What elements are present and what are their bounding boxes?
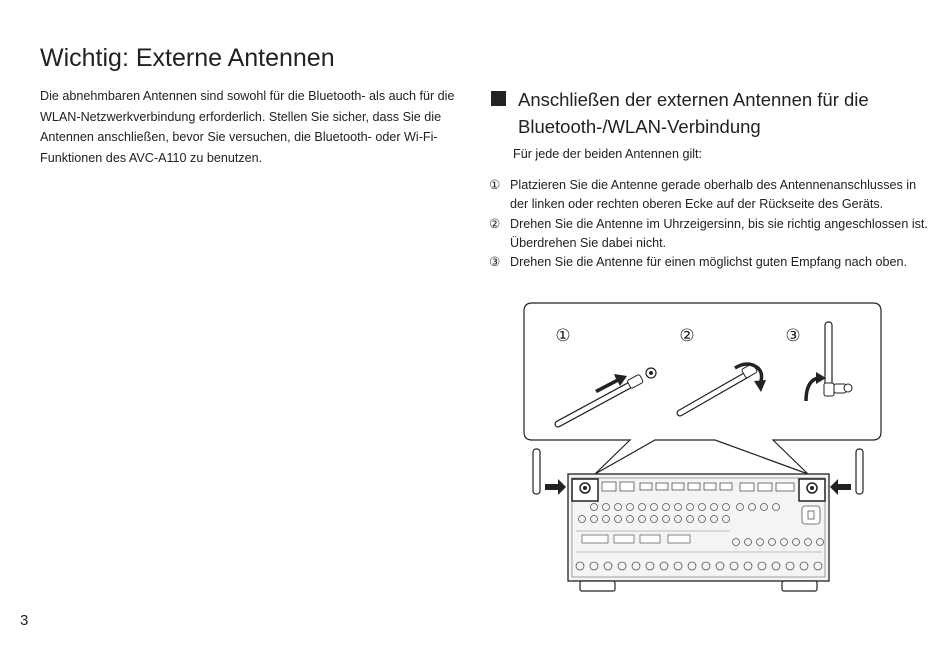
step-text: Platzieren Sie die Antenne gerade oberhalb des Antennenanschlusses in der linken oder rechten oberen Ecke auf der Rückseite des Geräts.: [510, 178, 917, 212]
step-number: ①: [489, 178, 501, 192]
step-number: ③: [489, 255, 501, 270]
right-antenna-icon: [856, 449, 863, 494]
section-heading-line1: Anschließen der externen Antennen für die: [518, 89, 869, 110]
intro-paragraph: Die abnehmbaren Antennen sind sowohl für die Bluetooth- als auch für die WLAN-Netzwerkverbindung erforderlich. Stellen Sie sicher, dass Sie die Antennen anschließen, bevor Sie versuchen, die Bluetooth- oder Wi-Fi-Funktionen des AVC-A110 zu benutzen.: [40, 89, 455, 165]
right-insert-arrow-icon: [830, 479, 851, 495]
step-text: Drehen Sie die Antenne für einen möglichst guten Empfang nach oben.: [510, 255, 907, 270]
section-subheading: Für jede der beiden Antennen gilt:: [513, 147, 703, 161]
illustration-step-label: ①: [555, 326, 571, 346]
section-heading-line2: Bluetooth-/WLAN-Verbindung: [518, 116, 761, 137]
left-antenna-icon: [533, 449, 540, 494]
step-number: ②: [489, 216, 501, 231]
left-insert-arrow-icon: [545, 479, 566, 495]
page-title: Wichtig: Externe Antennen: [40, 44, 335, 72]
illustration-step-label: ③: [785, 326, 801, 346]
receiver-rear-panel: [568, 474, 829, 591]
illustration-step-label: ②: [679, 326, 695, 346]
page-number: 3: [20, 612, 29, 629]
step-text: Drehen Sie die Antenne im Uhrzeigersinn, bis sie richtig angeschlossen ist. Überdrehen Sie dabei nicht.: [510, 216, 928, 250]
